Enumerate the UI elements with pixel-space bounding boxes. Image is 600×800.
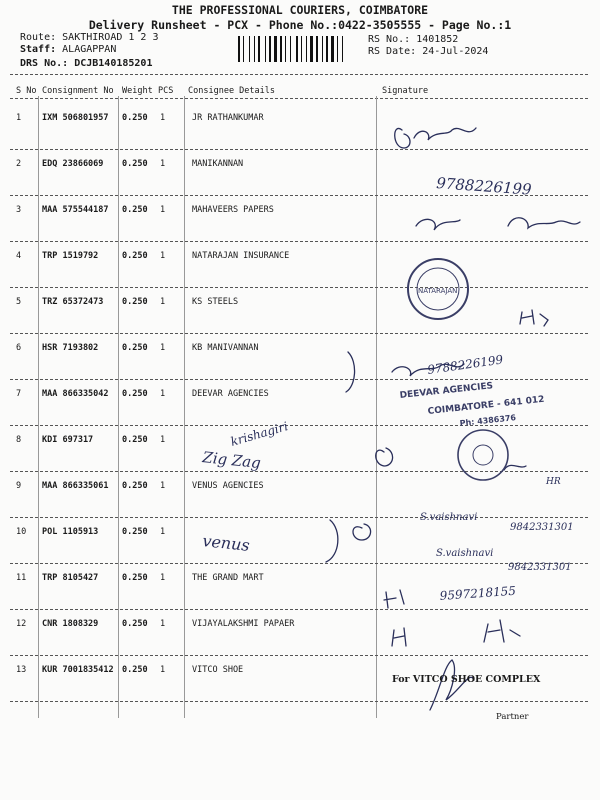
row-sno: 5 bbox=[16, 297, 22, 307]
row-sno: 10 bbox=[16, 527, 27, 537]
row-sno: 8 bbox=[16, 435, 22, 445]
row-consignee: THE GRAND MART bbox=[192, 573, 264, 583]
barcode-bar bbox=[331, 36, 334, 62]
rs-date-field bbox=[368, 46, 488, 57]
row-sno: 4 bbox=[16, 251, 22, 261]
barcode-bar bbox=[301, 36, 302, 62]
row-divider bbox=[10, 655, 588, 656]
row8-handwritten-name2: Zig Zag bbox=[201, 448, 262, 473]
barcode-bar bbox=[344, 36, 346, 62]
row3-signature-right bbox=[508, 218, 580, 228]
row-weight: 0.250 bbox=[122, 665, 148, 675]
barcode-bar bbox=[329, 36, 330, 62]
row-pcs: 1 bbox=[160, 619, 166, 629]
row-weight: 0.250 bbox=[122, 159, 148, 169]
route-value: SAKTHIROAD 1 2 3 bbox=[62, 32, 159, 43]
col-header-weight: Weight bbox=[122, 86, 153, 96]
row-consignee: MAHAVEERS PAPERS bbox=[192, 205, 274, 215]
row-pcs: 1 bbox=[160, 389, 166, 399]
row11-signature-mark bbox=[384, 590, 404, 608]
runsheet-barcode bbox=[238, 36, 358, 62]
row6-bracket bbox=[346, 352, 355, 392]
row-consignment-no: TRZ 65372473 bbox=[42, 297, 104, 307]
row-sno: 12 bbox=[16, 619, 27, 629]
barcode-bar bbox=[292, 36, 295, 62]
row1-signature-mark bbox=[395, 128, 410, 148]
barcode-bar bbox=[272, 36, 273, 62]
route-label: Route: bbox=[20, 32, 57, 43]
row-divider bbox=[10, 517, 588, 518]
barcode-bar bbox=[326, 36, 328, 62]
barcode-bar bbox=[241, 36, 242, 62]
row-consignee: NATARAJAN INSURANCE bbox=[192, 251, 290, 261]
row5-signature-mark bbox=[520, 310, 548, 326]
barcode-bar bbox=[316, 36, 318, 62]
row-pcs: 1 bbox=[160, 343, 166, 353]
row-sno: 11 bbox=[16, 573, 27, 583]
barcode-bar bbox=[319, 36, 321, 62]
row-sno: 6 bbox=[16, 343, 22, 353]
row12-signature-a bbox=[392, 628, 406, 646]
row-weight: 0.250 bbox=[122, 205, 148, 215]
drs-value: DCJB140185201 bbox=[74, 58, 153, 69]
row-pcs: 1 bbox=[160, 573, 166, 583]
row-divider bbox=[10, 149, 588, 150]
barcode-bar bbox=[256, 36, 257, 62]
row-pcs: 1 bbox=[160, 481, 166, 491]
barcode-bar bbox=[261, 36, 264, 62]
row8-handwritten-sig: HR bbox=[546, 477, 561, 487]
col-header-signature: Signature bbox=[382, 86, 429, 96]
barcode-bar bbox=[274, 36, 277, 62]
row-pcs: 1 bbox=[160, 665, 166, 675]
col-header-consignee: Consignee Details bbox=[188, 86, 275, 96]
barcode-bar bbox=[335, 36, 336, 62]
rs-date-label: RS Date: bbox=[368, 46, 417, 57]
barcode-bar bbox=[306, 36, 307, 62]
barcode-bar bbox=[339, 36, 341, 62]
barcode-bar bbox=[285, 36, 286, 62]
row-weight: 0.250 bbox=[122, 251, 148, 261]
staff-label: Staff: bbox=[20, 44, 57, 55]
col-header-consignment: Consignment No bbox=[42, 86, 114, 96]
row1-signature-tamil bbox=[414, 128, 476, 140]
barcode-bar bbox=[299, 36, 300, 62]
header-divider-bottom bbox=[10, 98, 588, 99]
row-weight: 0.250 bbox=[122, 389, 148, 399]
row-pcs: 1 bbox=[160, 251, 166, 261]
barcode-bar bbox=[278, 36, 279, 62]
row-consignment-no: TRP 1519792 bbox=[42, 251, 99, 261]
rs-no-value: 1401852 bbox=[416, 34, 459, 45]
row6-handwritten-phone: 9788226199 bbox=[426, 352, 505, 377]
row-consignee: MANIKANNAN bbox=[192, 159, 244, 169]
col-divider-2 bbox=[118, 96, 119, 718]
row6-signature-tamil bbox=[392, 364, 464, 376]
row10-handwritten-sig2: S.vaishnavi bbox=[436, 548, 494, 559]
row-divider bbox=[10, 195, 588, 196]
row11-handwritten-phone: 9597218155 bbox=[439, 583, 517, 603]
barcode-bar bbox=[265, 36, 266, 62]
barcode-bar bbox=[283, 36, 284, 62]
row-pcs: 1 bbox=[160, 159, 166, 169]
company-title: THE PROFESSIONAL COURIERS, COIMBATORE bbox=[171, 3, 429, 17]
row-divider bbox=[10, 471, 588, 472]
barcode-bar bbox=[324, 36, 325, 62]
row-consignee: DEEVAR AGENCIES bbox=[192, 389, 269, 399]
row-weight: 0.250 bbox=[122, 619, 148, 629]
row-consignment-no: MAA 575544187 bbox=[42, 205, 109, 215]
row2-handwritten-phone: 9788226199 bbox=[435, 174, 533, 199]
row13-company-stamp: For VITCO SHOE COMPLEX bbox=[392, 674, 541, 685]
col-divider-4 bbox=[376, 96, 377, 718]
barcode-bar bbox=[310, 36, 313, 62]
col-divider-1 bbox=[38, 96, 39, 718]
rs-date-value: 24-Jul-2024 bbox=[422, 46, 489, 57]
row-consignee: KB MANIVANNAN bbox=[192, 343, 259, 353]
row-pcs: 1 bbox=[160, 527, 166, 537]
row-divider bbox=[10, 609, 588, 610]
row-consignment-no: KUR 7001835412 bbox=[42, 665, 114, 675]
row8-handwritten-name: krishagiri bbox=[228, 419, 290, 449]
col-divider-3 bbox=[184, 96, 185, 718]
row-consignment-no: HSR 7193802 bbox=[42, 343, 99, 353]
row10-handwritten-phone: 9842331301 bbox=[510, 522, 574, 533]
barcode-bar bbox=[267, 36, 268, 62]
row-weight: 0.250 bbox=[122, 527, 148, 537]
stamp-partner-text: Partner bbox=[496, 712, 529, 722]
row-divider bbox=[10, 333, 588, 334]
row-consignee: KS STEELS bbox=[192, 297, 239, 307]
row3-signature-left bbox=[416, 219, 460, 230]
row-consignment-no: EDQ 23866069 bbox=[42, 159, 104, 169]
barcode-bar bbox=[314, 36, 315, 62]
row-weight: 0.250 bbox=[122, 297, 148, 307]
barcode-bar bbox=[280, 36, 282, 62]
row-sno: 1 bbox=[16, 113, 22, 123]
row10-handwritten-phone2: 9842331301 bbox=[508, 562, 572, 573]
barcode-bar bbox=[342, 36, 343, 62]
drs-field bbox=[20, 58, 152, 69]
staff-field bbox=[20, 44, 116, 55]
row4-round-stamp bbox=[408, 259, 468, 319]
barcode-bar bbox=[249, 36, 250, 62]
row-pcs: 1 bbox=[160, 435, 166, 445]
row-sno: 7 bbox=[16, 389, 22, 399]
row-consignee: VENUS AGENCIES bbox=[192, 481, 264, 491]
row-divider bbox=[10, 425, 588, 426]
row-consignee: VIJAYALAKSHMI PAPAER bbox=[192, 619, 295, 629]
rs-no-field bbox=[368, 34, 458, 45]
barcode-bar bbox=[251, 36, 253, 62]
row-consignment-no: POL 1105913 bbox=[42, 527, 99, 537]
row-sno: 2 bbox=[16, 159, 22, 169]
row-consignment-no: KDI 697317 bbox=[42, 435, 94, 445]
row10-handwritten-sig: S.vaishnavi bbox=[420, 512, 478, 523]
barcode-bar bbox=[308, 36, 309, 62]
barcode-bar bbox=[238, 36, 240, 62]
row-weight: 0.250 bbox=[122, 113, 148, 123]
runsheet-subtitle: Delivery Runsheet - PCX - Phone No.:0422-3505555 - Page No.:1 bbox=[88, 18, 512, 32]
row13-signature-mark bbox=[430, 660, 474, 710]
barcode-bar bbox=[337, 36, 338, 62]
row-consignee: JR RATHANKUMAR bbox=[192, 113, 264, 123]
route-field bbox=[20, 32, 158, 43]
row-pcs: 1 bbox=[160, 113, 166, 123]
row10-circle-mark bbox=[353, 524, 371, 540]
row-weight: 0.250 bbox=[122, 481, 148, 491]
row-consignment-no: IXM 506801957 bbox=[42, 113, 109, 123]
row-consignment-no: CNR 1808329 bbox=[42, 619, 99, 629]
barcode-bar bbox=[254, 36, 255, 62]
row8-round-stamp bbox=[458, 430, 508, 480]
row-pcs: 1 bbox=[160, 297, 166, 307]
barcode-bar bbox=[269, 36, 271, 62]
row8-circle-mark bbox=[376, 448, 393, 466]
row-sno: 9 bbox=[16, 481, 22, 491]
row-weight: 0.250 bbox=[122, 573, 148, 583]
barcode-bar bbox=[322, 36, 323, 62]
row-weight: 0.250 bbox=[122, 343, 148, 353]
barcode-bar bbox=[258, 36, 260, 62]
row7-stamp-line-1: DEEVAR AGENCIES bbox=[399, 381, 494, 401]
drs-label: DRS No.: bbox=[20, 58, 69, 69]
row-consignment-no: TRP 8105427 bbox=[42, 573, 99, 583]
row-divider bbox=[10, 241, 588, 242]
row7-stamp-line-2: COIMBATORE - 641 012 bbox=[427, 394, 545, 417]
barcode-bar bbox=[245, 36, 248, 62]
col-header-sno: S No bbox=[16, 86, 37, 96]
row-divider bbox=[10, 701, 588, 702]
barcode-bar bbox=[287, 36, 289, 62]
row12-signature-b bbox=[484, 620, 520, 642]
header-divider-top bbox=[10, 74, 588, 75]
row-pcs: 1 bbox=[160, 205, 166, 215]
row-weight: 0.250 bbox=[122, 435, 148, 445]
row-consignee: VITCO SHOE bbox=[192, 665, 244, 675]
col-header-pcs: PCS bbox=[158, 86, 174, 96]
row-divider bbox=[10, 563, 588, 564]
row-consignment-no: MAA 866335042 bbox=[42, 389, 109, 399]
row8-signature-mark bbox=[504, 465, 526, 470]
row4-stamp-text: NATARAJAN bbox=[418, 287, 458, 295]
rs-no-label: RS No.: bbox=[368, 34, 411, 45]
barcode-bar bbox=[290, 36, 291, 62]
row9-bracket bbox=[326, 520, 338, 562]
row-sno: 13 bbox=[16, 665, 27, 675]
barcode-bar bbox=[303, 36, 305, 62]
row-consignment-no: MAA 866335061 bbox=[42, 481, 109, 491]
row9-handwritten-note: venus bbox=[201, 531, 251, 555]
barcode-bar bbox=[296, 36, 298, 62]
row7-rect-stamp bbox=[399, 381, 545, 428]
row-sno: 3 bbox=[16, 205, 22, 215]
barcode-bar bbox=[243, 36, 244, 62]
row-divider bbox=[10, 379, 588, 380]
row-divider bbox=[10, 287, 588, 288]
staff-value: ALAGAPPAN bbox=[62, 44, 117, 55]
row7-stamp-line-3: Ph: 4386376 bbox=[459, 413, 517, 428]
